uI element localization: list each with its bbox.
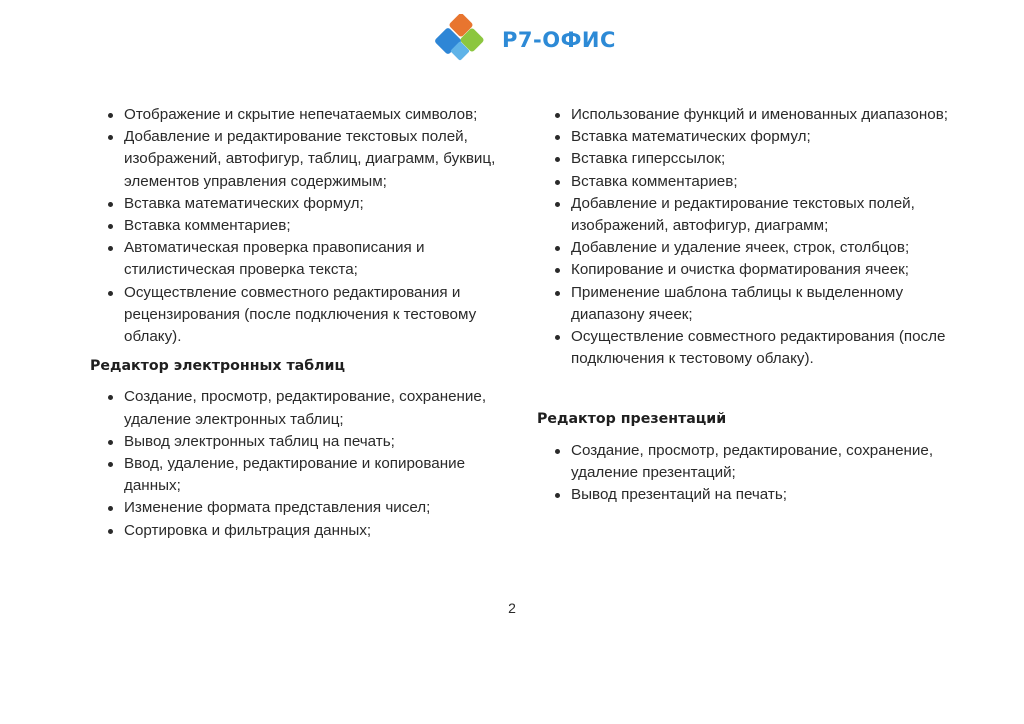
list-item: Вставка комментариев; [124, 215, 510, 237]
spreadsheet-editor-features-list-continued [537, 104, 957, 370]
list-item: Применение шаблона таблицы к выделенному диапазону ячеек; [571, 282, 957, 326]
list-item: Вставка гиперссылок; [571, 148, 957, 170]
list-item: Осуществление совместного редактирования (после подключения к тестовому облаку). [571, 326, 957, 370]
list-item: Вывод электронных таблиц на печать; [124, 431, 510, 453]
list-item: Вставка математических формул; [571, 126, 957, 148]
list-item: Осуществление совместного редактирования и рецензирования (после подключения к тестовому облаку). [124, 282, 510, 349]
r7-office-logo-icon [430, 14, 496, 66]
list-item: Автоматическая проверка правописания и стилистическая проверка текста; [124, 237, 510, 281]
section-title-presentation-editor: Редактор презентаций [537, 411, 727, 428]
list-item: Вывод презентаций на печать; [571, 484, 957, 506]
document-editor-features-list [90, 104, 510, 348]
list-item: Добавление и удаление ячеек, строк, столбцов; [571, 237, 957, 259]
list-item: Вставка математических формул; [124, 193, 510, 215]
header-logo [430, 14, 616, 66]
presentation-editor-features-list [537, 440, 957, 507]
list-item: Добавление и редактирование текстовых полей, изображений, автофигур, диаграмм; [571, 193, 957, 237]
logo-text: Р7-ОФИС [502, 28, 616, 52]
page-number: 2 [508, 600, 516, 616]
list-item: Использование функций и именованных диапазонов; [571, 104, 957, 126]
list-item: Сортировка и фильтрация данных; [124, 520, 510, 542]
section-title-spreadsheet-editor: Редактор электронных таблиц [90, 358, 346, 375]
right-column [537, 104, 957, 506]
list-item: Вставка комментариев; [571, 171, 957, 193]
list-item: Создание, просмотр, редактирование, сохранение, удаление электронных таблиц; [124, 386, 510, 430]
list-item: Ввод, удаление, редактирование и копирование данных; [124, 453, 510, 497]
list-item: Добавление и редактирование текстовых полей, изображений, автофигур, таблиц, диаграмм, буквиц, элементов управления содержимым; [124, 126, 510, 193]
left-column [90, 104, 510, 542]
list-item: Копирование и очистка форматирования ячеек; [571, 259, 957, 281]
spreadsheet-editor-features-list [90, 386, 510, 541]
list-item: Создание, просмотр, редактирование, сохранение, удаление презентаций; [571, 440, 957, 484]
list-item: Отображение и скрытие непечатаемых символов; [124, 104, 510, 126]
list-item: Изменение формата представления чисел; [124, 497, 510, 519]
